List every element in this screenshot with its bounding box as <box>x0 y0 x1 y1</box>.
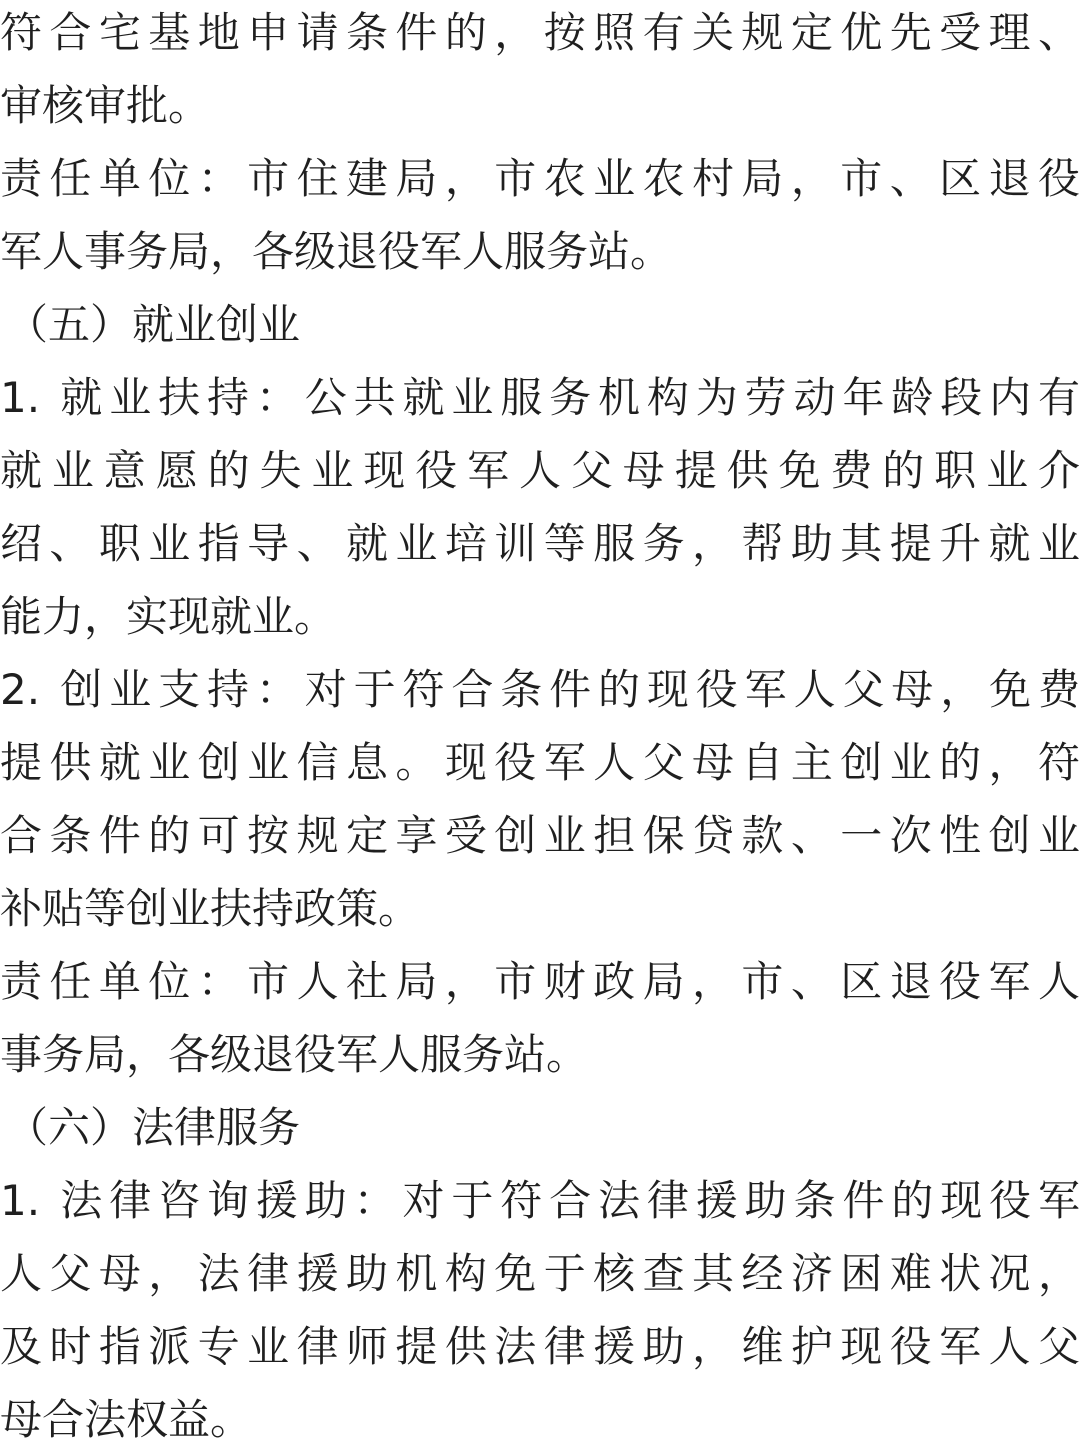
paragraph-line: 提供就业创业信息。现役军人父母自主创业的，符 <box>0 738 1080 787</box>
paragraph-line: 1. 法律咨询援助：对于符合法律援助条件的现役军 <box>0 1176 1080 1225</box>
paragraph-line: 1. 就业扶持：公共就业服务机构为劳动年龄段内有 <box>0 373 1080 422</box>
paragraph-line: 补贴等创业扶持政策。 <box>0 884 421 933</box>
paragraph-line: 审核审批。 <box>0 81 211 130</box>
paragraph-line: 2. 创业支持：对于符合条件的现役军人父母，免费 <box>0 665 1080 714</box>
responsibility-line: 责任单位：市人社局，市财政局，市、区退役军人 <box>0 957 1080 1006</box>
section-heading-employment: （五）就业创业 <box>6 300 301 349</box>
paragraph-line: 合条件的可按规定享受创业担保贷款、一次性创业 <box>0 811 1080 860</box>
paragraph-line: 绍、职业指导、就业培训等服务，帮助其提升就业 <box>0 519 1080 568</box>
responsibility-line: 责任单位：市住建局，市农业农村局，市、区退役 <box>0 154 1080 203</box>
section-heading-legal: （六）法律服务 <box>6 1103 301 1152</box>
paragraph-line: 符合宅基地申请条件的，按照有关规定优先受理、 <box>0 8 1080 57</box>
paragraph-line: 人父母，法律援助机构免于核查其经济困难状况， <box>0 1249 1080 1298</box>
paragraph-line: 能力，实现就业。 <box>0 592 337 641</box>
paragraph-line: 母合法权益。 <box>0 1395 253 1444</box>
paragraph-line: 及时指派专业律师提供法律援助，维护现役军人父 <box>0 1322 1080 1371</box>
responsibility-line: 军人事务局，各级退役军人服务站。 <box>0 227 673 276</box>
paragraph-line: 就业意愿的失业现役军人父母提供免费的职业介 <box>0 446 1080 495</box>
responsibility-line: 事务局，各级退役军人服务站。 <box>0 1030 589 1079</box>
